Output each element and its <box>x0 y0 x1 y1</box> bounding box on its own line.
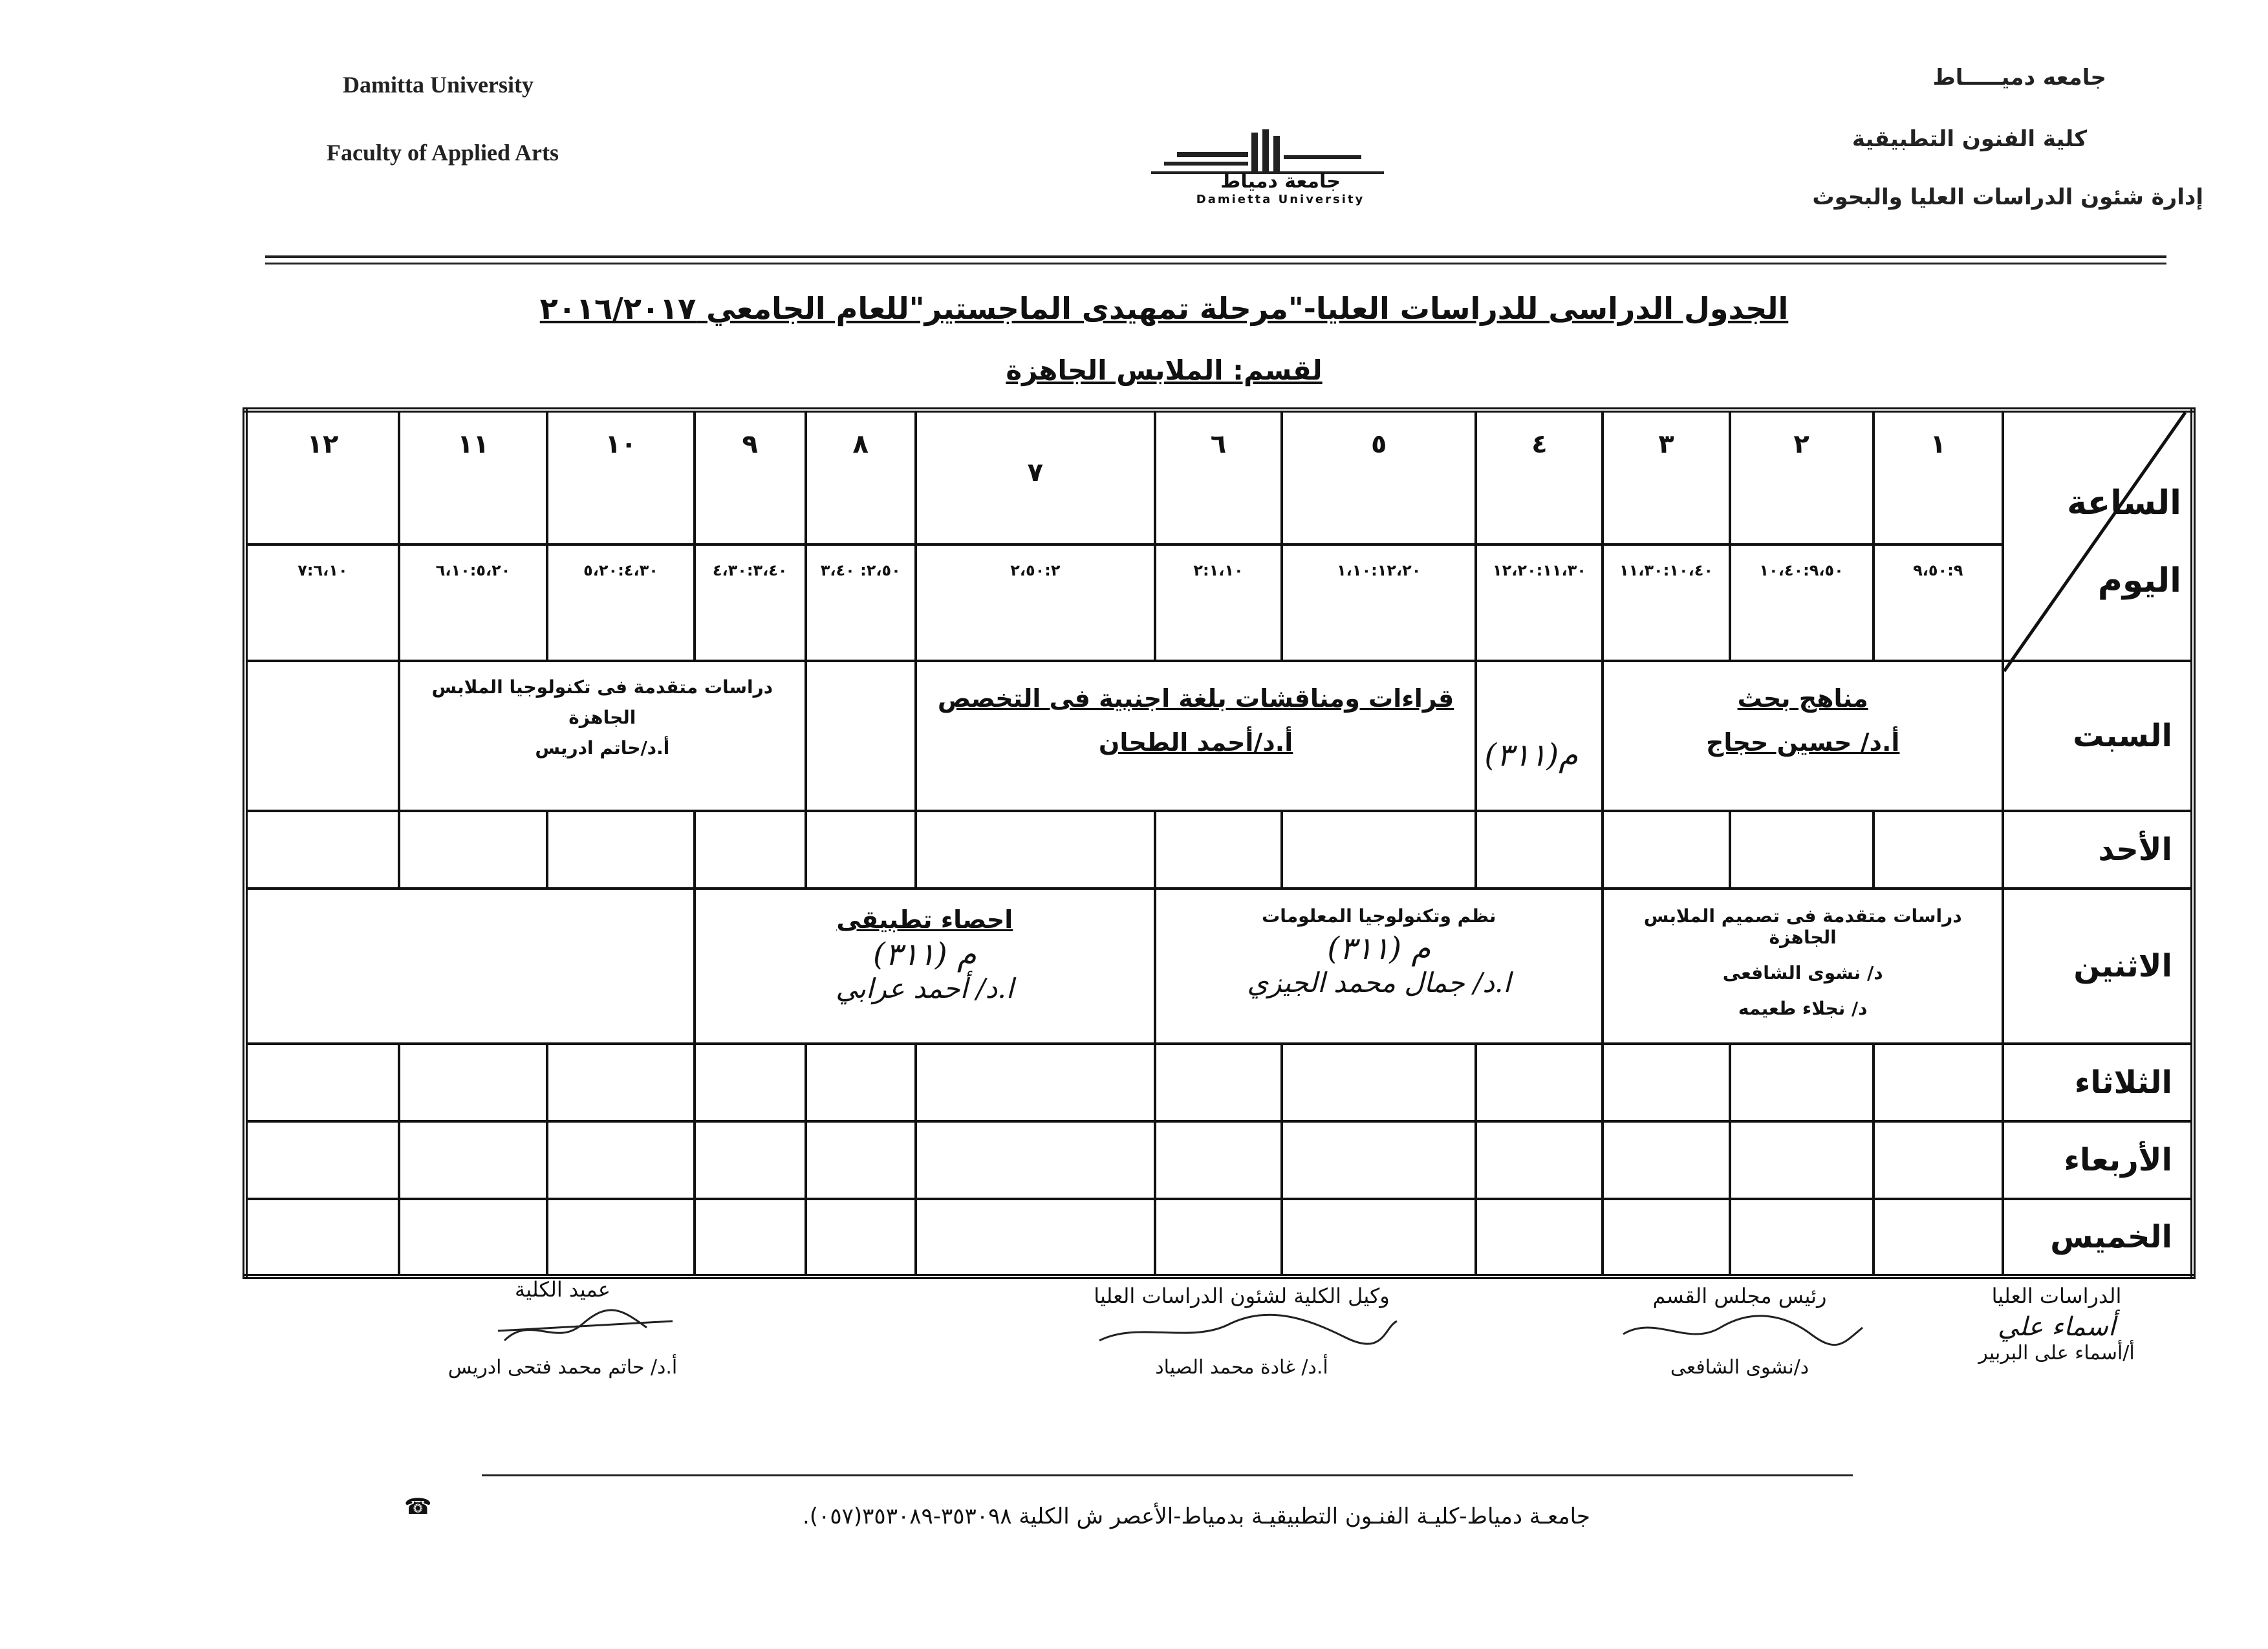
page-subtitle: لقسم: الملابس الجاهزة <box>1006 354 1323 386</box>
day-row-monday <box>245 889 2193 1044</box>
time-11: ٦،١٠:٥،٢٠ <box>399 544 547 661</box>
period-3: ٣ <box>1603 410 1729 544</box>
room-handwritten: م (٣١١) <box>1327 931 1431 967</box>
schedule-table <box>243 407 2196 1279</box>
department-name-ar: إدارة شئون الدراسات العليا والبحوث <box>1812 184 2203 210</box>
session-information-systems <box>1155 889 1603 1044</box>
room-handwritten: م (٣١١) <box>872 936 977 973</box>
signature-name: أ/أسماء على البربير <box>1978 1342 2135 1364</box>
room-handwritten: م(٣١١) <box>1484 737 1578 773</box>
diagonal-divider-icon <box>2004 413 2187 671</box>
course-teacher: أ.د/ حسين حجاج <box>1705 728 1900 757</box>
period-2: ٢ <box>1730 410 1874 544</box>
corner-cell <box>2003 410 2193 661</box>
time-12: ٧:٦،١٠ <box>245 544 399 661</box>
signature-name: أ.د/ حاتم محمد فتحى ادريس <box>448 1356 678 1379</box>
signature-department-head <box>1597 1284 1882 1379</box>
time-1: ٩،٥٠:٩ <box>1874 544 2003 661</box>
day-wednesday: الأربعاء <box>2003 1121 2193 1199</box>
course-teacher: د/ نشوى الشافعى <box>1722 962 1883 984</box>
signature-scribble-icon <box>1061 1308 1423 1353</box>
time-7: ٢،٥٠:٢ <box>916 544 1155 661</box>
period-6: ٦ <box>1155 410 1282 544</box>
signature-title: وكيل الكلية لشئون الدراسات العليا <box>1094 1284 1390 1308</box>
day-thursday: الخميس <box>2003 1199 2193 1277</box>
time-6: ٢:١،١٠ <box>1155 544 1282 661</box>
logo-text-en: Damietta University <box>1196 193 1365 206</box>
period-4: ٤ <box>1476 410 1603 544</box>
course-title: دراسات متقدمة فى تكنولوجيا الملابس <box>431 676 773 698</box>
period-11: ١١ <box>399 410 547 544</box>
logo-text-ar: جامعة دمياط <box>1220 170 1341 193</box>
empty-cell <box>245 661 399 811</box>
faculty-name-en: Faculty of Applied Arts <box>327 140 559 166</box>
time-8: ٢،٥٠: ٣،٤٠ <box>806 544 916 661</box>
signature-title: الدراسات العليا <box>1991 1284 2122 1308</box>
footer-address: جامعـة دمياط-كليـة الفنـون التطبيقيـة بدمياط-الأعصر ش الكلية ٣٥٣٠٩٨-٣٥٣٠٨٩(٠٥٧). <box>803 1503 1590 1529</box>
signature-graduate-studies <box>1914 1284 2199 1364</box>
signature-scribble-icon <box>401 1302 724 1353</box>
time-9: ٤،٣٠:٣،٤٠ <box>695 544 806 661</box>
signature-title: رئيس مجلس القسم <box>1652 1284 1827 1308</box>
signature-dean <box>401 1277 724 1379</box>
teacher-handwritten: ا.د/ أحمد عرابي <box>836 973 1014 1004</box>
signature-vice-dean <box>1061 1284 1423 1379</box>
period-12: ١٢ <box>245 410 399 544</box>
session-research-methods <box>1484 661 2002 811</box>
day-row-sunday <box>245 811 2193 889</box>
course-title-continued: الجاهزة <box>568 707 636 728</box>
period-7: ٧ <box>916 410 1155 544</box>
teacher-handwritten: ا.د/ جمال محمد الجيزي <box>1247 967 1511 998</box>
day-saturday: السبت <box>2003 661 2193 811</box>
header-rule-bottom <box>265 263 2166 264</box>
time-4: ١٢،٢٠:١١،٣٠ <box>1476 544 1603 661</box>
faculty-name-ar: كلية الفنون التطبيقية <box>1852 126 2087 152</box>
empty-cell <box>245 889 695 1044</box>
day-sunday: الأحد <box>2003 811 2193 889</box>
day-tuesday: الثلاثاء <box>2003 1044 2193 1121</box>
period-number-row <box>245 410 2193 544</box>
empty-cell <box>806 661 916 811</box>
footer-rule <box>482 1474 1853 1476</box>
period-time-row <box>245 544 2193 661</box>
course-teacher: أ.د/أحمد الطحان <box>1098 728 1293 757</box>
period-1: ١ <box>1874 410 2003 544</box>
empty-cell <box>1476 661 1603 811</box>
session-applied-statistics <box>695 889 1155 1044</box>
day-monday: الاثنين <box>2003 889 2193 1044</box>
phone-icon: ☎ <box>404 1494 432 1520</box>
session-apparel-design <box>1603 889 2002 1044</box>
course-title: نظم وتكنولوجيا المعلومات <box>1262 905 1496 927</box>
day-header: اليوم <box>2097 561 2181 600</box>
time-3: ١١،٣٠:١٠،٤٠ <box>1603 544 1729 661</box>
day-row-saturday <box>245 661 2193 811</box>
signature-title: عميد الكلية <box>515 1277 610 1302</box>
course-title: احصاء تطبيقى <box>836 905 1013 934</box>
time-2: ١٠،٤٠:٩،٥٠ <box>1730 544 1874 661</box>
signature-scribble-icon <box>1597 1308 1882 1353</box>
page-title: الجدول الدراسى للدراسات العليا-"مرحلة تمهيدى الماجستير"للعام الجامعي ٢٠١٦/٢٠١٧ <box>539 291 1789 326</box>
header-rule-top <box>265 255 2166 258</box>
signature-name: أ.د/ غادة محمد الصياد <box>1155 1356 1328 1379</box>
course-title: دراسات متقدمة فى تصميم الملابس الجاهزة <box>1643 905 1962 948</box>
course-title: قراءات ومناقشات بلغة اجنبية فى التخصص <box>937 684 1454 713</box>
hour-header: الساعة <box>2067 484 2181 523</box>
day-row-tuesday <box>245 1044 2193 1121</box>
day-row-thursday <box>245 1199 2193 1277</box>
day-row-wednesday <box>245 1121 2193 1199</box>
university-logo <box>1125 126 1436 210</box>
course-title: مناهج بحث <box>1737 684 1868 713</box>
time-5: ١،١٠:١٢،٢٠ <box>1282 544 1476 661</box>
signature-name: د/نشوى الشافعى <box>1670 1356 1809 1379</box>
session-apparel-technology <box>399 661 806 811</box>
period-5: ٥ <box>1282 410 1476 544</box>
session-foreign-readings <box>916 661 1476 811</box>
course-teacher-2: د/ نجلاء طعيمه <box>1738 998 1868 1019</box>
period-8: ٨ <box>806 410 916 544</box>
period-10: ١٠ <box>547 410 694 544</box>
period-9: ٩ <box>695 410 806 544</box>
time-10: ٥،٢٠:٤،٣٠ <box>547 544 694 661</box>
handwritten-signature: أسماء علي <box>1998 1312 2115 1342</box>
university-name-ar: جامعه دميـــــاط <box>1932 65 2106 91</box>
course-teacher: أ.د/حاتم ادريس <box>535 737 670 759</box>
university-name-en: Damitta University <box>343 72 534 98</box>
